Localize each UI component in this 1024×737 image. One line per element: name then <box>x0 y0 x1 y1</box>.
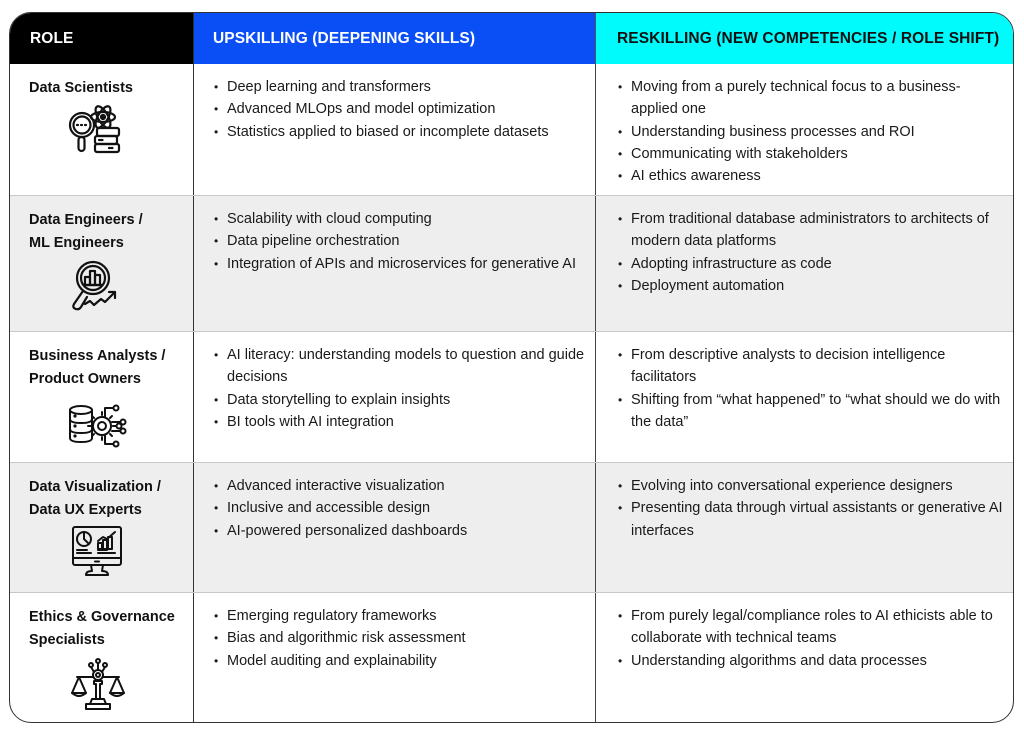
analytics-magnifier-icon <box>65 258 131 318</box>
reskilling-item: • Adopting infrastructure as code <box>618 253 1007 275</box>
role-name: Data Visualization / <box>29 479 161 495</box>
reskilling-cell <box>595 196 1014 331</box>
table-row <box>10 462 1014 592</box>
upskilling-item: • Bias and algorithmic risk assessment <box>214 627 587 649</box>
reskilling-item: • Shifting from “what happened” to “what should we do with the data” <box>618 389 1007 434</box>
table-row <box>10 331 1014 462</box>
role-cell <box>10 64 193 195</box>
ai-justice-scale-icon <box>65 657 131 717</box>
role-cell <box>10 463 193 592</box>
reskilling-item: • Evolving into conversational experience designers <box>618 475 1007 497</box>
upskilling-cell <box>193 64 595 195</box>
upskilling-item: • Inclusive and accessible design <box>214 497 587 519</box>
reskilling-item: • Presenting data through virtual assistants or generative AI interfaces <box>618 497 1007 542</box>
upskilling-item: • BI tools with AI integration <box>214 411 587 433</box>
table-row <box>10 592 1014 723</box>
header-reskilling: RESKILLING (NEW COMPETENCIES / ROLE SHIFT) <box>595 13 1014 64</box>
reskilling-item: • Moving from a purely technical focus to a business-applied one <box>618 76 1007 121</box>
role-name: Specialists <box>29 631 105 648</box>
skills-table <box>9 12 1014 723</box>
reskilling-item: • From traditional database administrators to architects of modern data platforms <box>618 208 1007 253</box>
reskilling-item: • AI ethics awareness <box>618 165 1007 187</box>
upskilling-item: • Scalability with cloud computing <box>214 208 587 230</box>
upskilling-item: • Advanced interactive visualization <box>214 475 587 497</box>
reskilling-item: • From purely legal/compliance roles to AI ethicists able to collaborate with technical teams <box>618 605 1007 650</box>
role-name: Product Owners <box>29 370 141 387</box>
upskilling-item: • Statistics applied to biased or incomplete datasets <box>214 121 587 143</box>
role-name: Ethics & Governance <box>29 609 175 625</box>
role-name: Data Engineers / <box>29 212 143 228</box>
header-upskilling: UPSKILLING (DEEPENING SKILLS) <box>193 13 595 64</box>
reskilling-item: • Deployment automation <box>618 275 1007 297</box>
upskilling-item: • Emerging regulatory frameworks <box>214 605 587 627</box>
role-name: Data Scientists <box>29 80 133 96</box>
upskilling-item: • Data storytelling to explain insights <box>214 389 587 411</box>
reskilling-item: • Understanding business processes and ROI <box>618 121 1007 143</box>
role-cell <box>10 593 193 723</box>
upskilling-item: • Integration of APIs and microservices for generative AI <box>214 253 587 275</box>
upskilling-cell <box>193 332 595 462</box>
upskilling-item: • AI-powered personalized dashboards <box>214 520 587 542</box>
role-cell <box>10 332 193 462</box>
role-name: ML Engineers <box>29 234 124 251</box>
reskilling-cell <box>595 64 1014 195</box>
upskilling-item: • Model auditing and explainability <box>214 650 587 672</box>
reskilling-item: • Understanding algorithms and data processes <box>618 650 1007 672</box>
upskilling-item: • AI literacy: understanding models to question and guide decisions <box>214 344 587 389</box>
database-gear-icon <box>65 400 131 460</box>
upskilling-cell <box>193 593 595 723</box>
reskilling-cell <box>595 463 1014 592</box>
reskilling-cell <box>595 593 1014 723</box>
role-cell <box>10 196 193 331</box>
upskilling-item: • Data pipeline orchestration <box>214 230 587 252</box>
role-name: Data UX Experts <box>29 501 142 518</box>
reskilling-item: • Communicating with stakeholders <box>618 143 1007 165</box>
upskilling-cell <box>193 196 595 331</box>
dashboard-monitor-icon <box>65 523 131 583</box>
header-role: ROLE <box>10 13 193 64</box>
data-science-icon <box>65 101 131 161</box>
role-name: Business Analysts / <box>29 348 166 364</box>
upskilling-item: • Deep learning and transformers <box>214 76 587 98</box>
reskilling-cell <box>595 332 1014 462</box>
reskilling-item: • From descriptive analysts to decision intelligence facilitators <box>618 344 1007 389</box>
table-row <box>10 64 1014 195</box>
upskilling-item: • Advanced MLOps and model optimization <box>214 98 587 120</box>
upskilling-cell <box>193 463 595 592</box>
table-row <box>10 195 1014 331</box>
